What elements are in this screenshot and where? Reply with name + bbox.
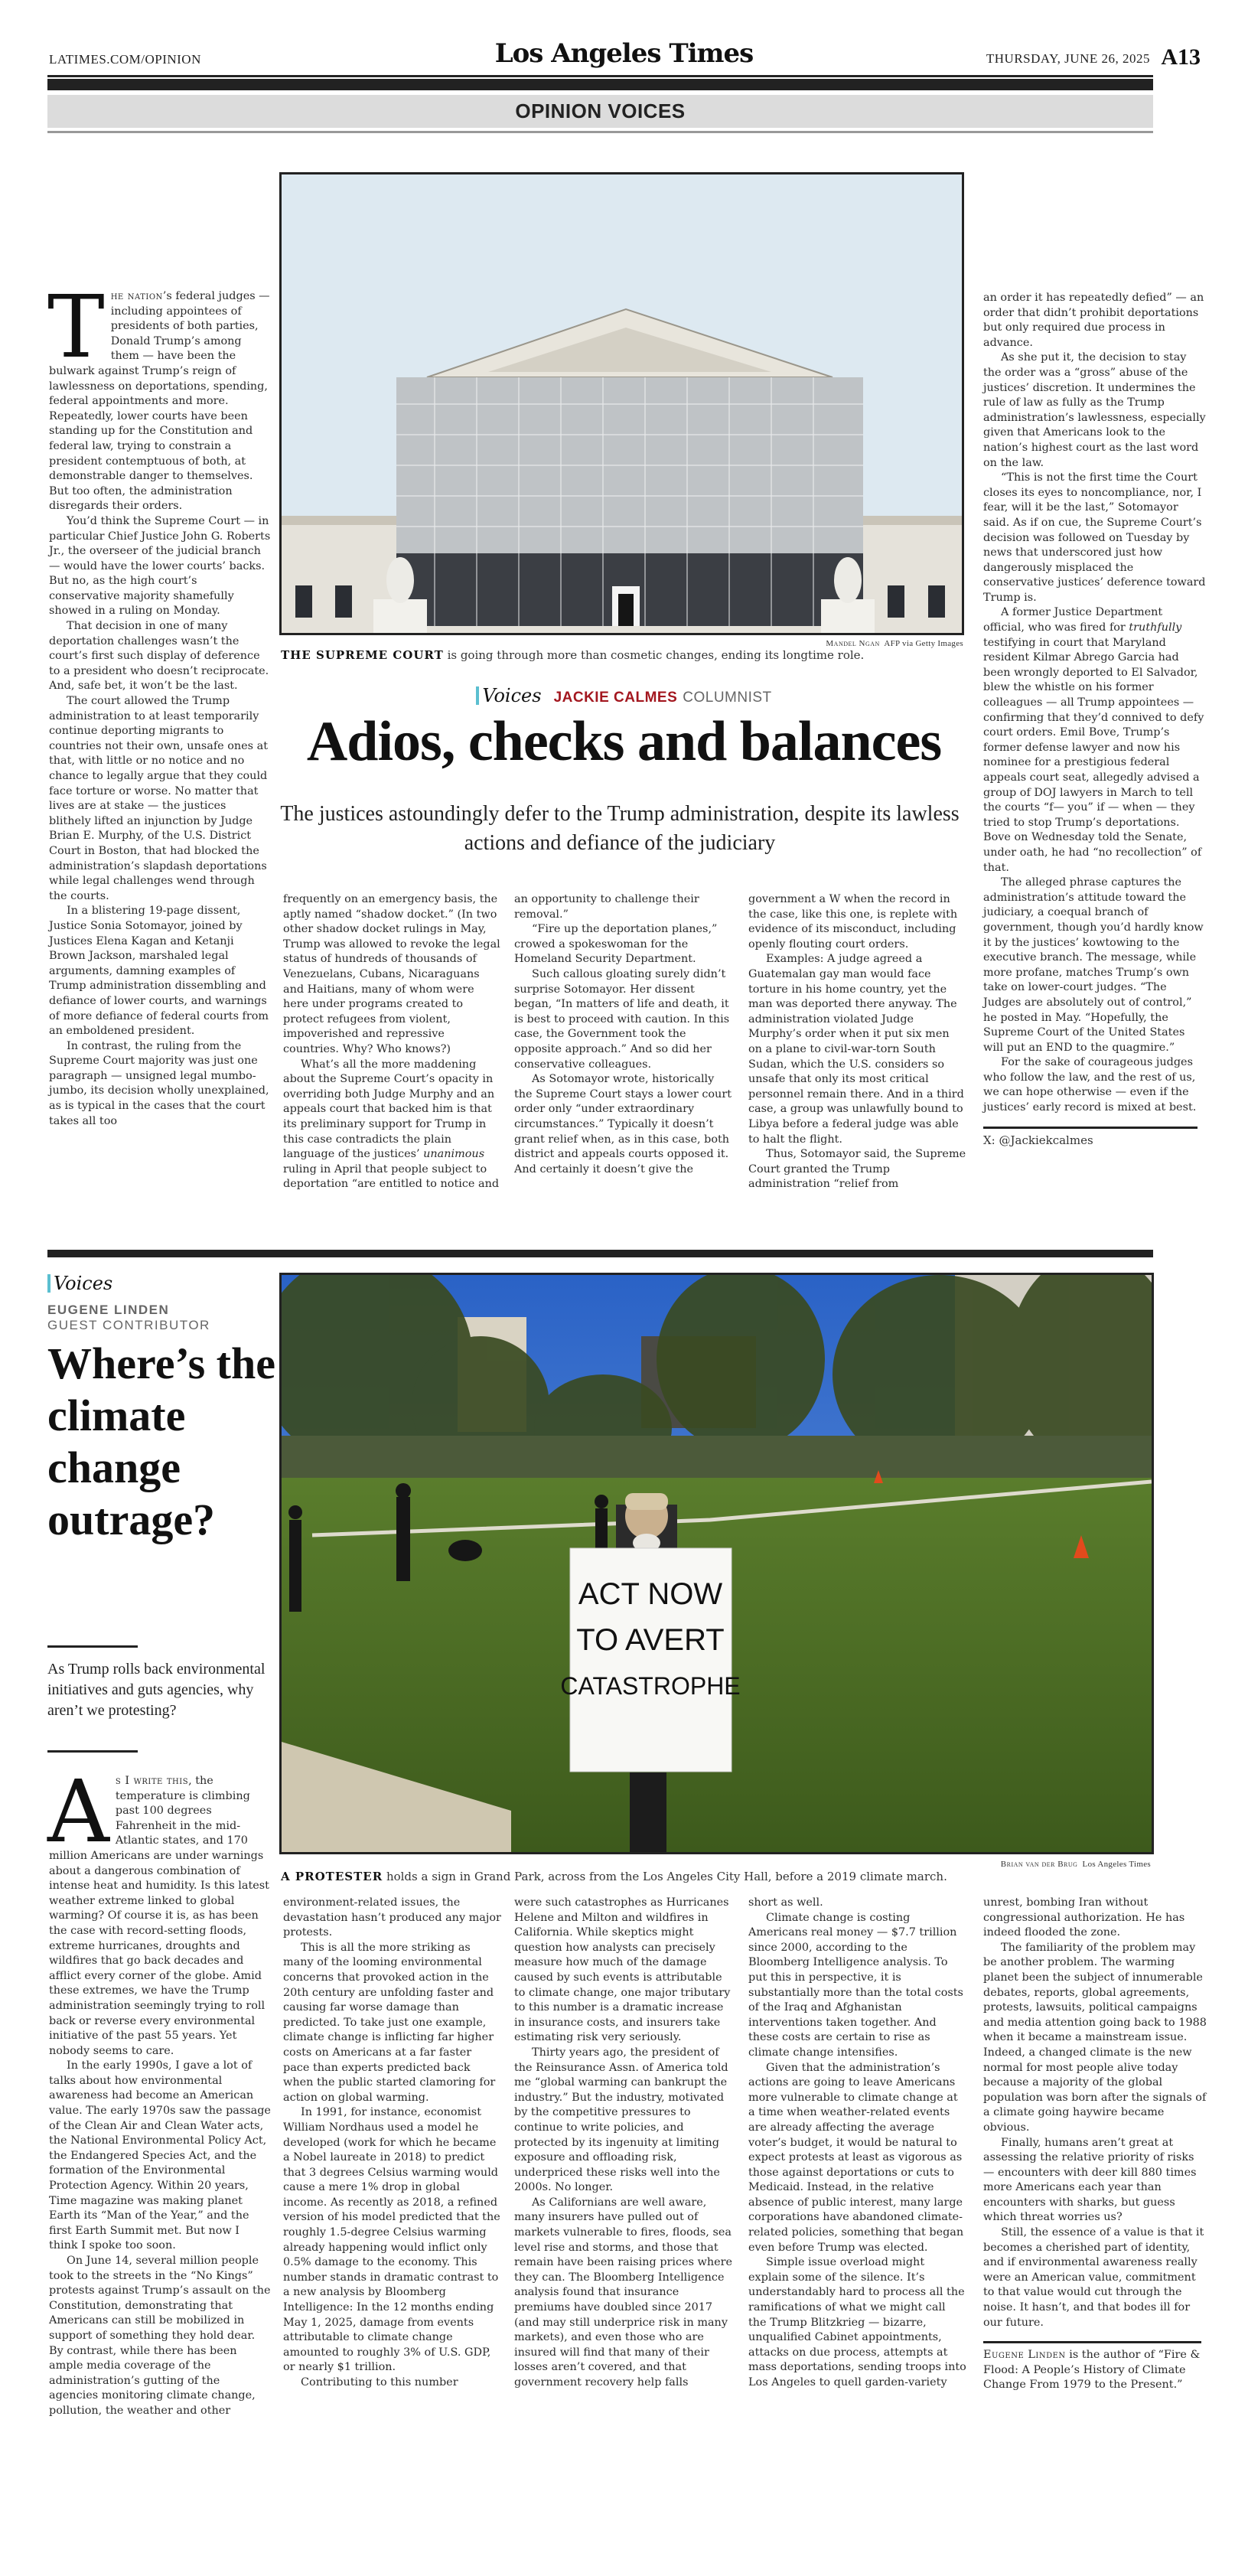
article1-column-2 (283, 892, 501, 1192)
article2-dropcap: A (47, 1762, 109, 1862)
voices-accent-bar (476, 686, 479, 705)
paragraph: In a blistering 19-page dissent, Justice Sonia Sotomayor, joined by Justices Elena Kagan and Ketanji Brown Jackson, marshaled legal arguments, damning examples of Trump administration dissembling and defiance of lower courts, and warnings of more defiance of federal courts from an emboldened president. (49, 905, 269, 1038)
article1-dropcap: T (47, 278, 105, 377)
photo2-caption: A PROTESTER holds a sign in Grand Park, across from the Los Angeles City Hall, before a 2019 climate march. (281, 1870, 947, 1883)
paragraph: Thirty years ago, the president of the Reinsurance Assn. of America told me “global warming can bankrupt the industry.” But the industry, motivated by the competitive pressures to continue to write policies, and protected by its ingenuity at limiting exposure and offloading risk, underpriced these risks well into the 2000s. No longer. (514, 2046, 728, 2194)
author-name[interactable]: EUGENE LINDEN (47, 1303, 170, 1317)
article1-column-4 (748, 892, 966, 1192)
sign-line-1: ACT NOW (578, 1577, 723, 1611)
paragraph: Climate change is costing Americans real money — $7.7 trillion since 2000, according to the Bloomberg Intelligence analysis. To put this in perspective, it is substantially more than the total costs of the Iraq and Afghanistan interventions taken together. And these costs are certain to rise as climate change intensifies. (748, 1911, 963, 2059)
photo2-credit: Brian van der Brug Los Angeles Times (1000, 1860, 1151, 1869)
author-name[interactable]: JACKIE CALMES (553, 690, 678, 706)
paragraph: “This is not the first time the Court closes its eyes to noncompliance, nor, I fear, will it be the last,” Sotomayor said. As if on cue, the Supreme Court’s decision was followed on Tuesday by news that underscored just how dangerously misplaced the conservative justices’ deference toward Trump is. (983, 471, 1206, 604)
paragraph: Given that the administration’s actions are going to leave Americans more vulnerable to climate change at a time when weather-related events are already affecting the average voter’s budget, it would be natural to expect protests at least as vigorous as those against deportations or cuts to Medicaid. Instead, in the relative absence of public interest, many large corporations have abandoned climate-related policies, something that began even before Trump was elected. (748, 2061, 964, 2254)
article2-headline: Where’s the climate change outrage? (47, 1339, 275, 1544)
article-divider (47, 1250, 1153, 1257)
paragraph: As Californians are well aware, many insurers have pulled out of markets vulnerable to fires, floods, sea level rise and storms, and those that remain have been raising prices where they can. The Bloomberg Intelligence analysis found that insurance premiums have doubled since 2017 (and may still underprice risk in many markets), and even those who are insured will find that many of their losses aren’t covered, and that government recovery help falls (514, 2196, 733, 2389)
section-title: OPINION VOICES (47, 95, 1153, 128)
sign-line-3: CATASTROPHE (560, 1672, 741, 1700)
dek-rule-top (47, 1645, 138, 1648)
paragraph: government a W when the record in the case, like this one, is replete with evidence of its misconduct, including openly flouting court orders. (748, 893, 958, 951)
supreme-court-illustration (282, 174, 962, 633)
page-number: A13 (1161, 44, 1201, 70)
site-url[interactable]: LATIMES.COM/OPINION (49, 52, 201, 67)
paragraph: Thus, Sotomayor said, the Supreme Court granted the Trump administration “relief from (748, 1148, 966, 1191)
paragraph: Still, the essence of a value is that it becomes a cherished part of identity, and if environmental awareness really were an American value, commitment to that value would cut through the noise. It hasn’t, and that bodes ill for our future. (983, 2226, 1204, 2329)
article2-column-3 (514, 1896, 736, 2391)
article1-dek: The justices astoundingly defer to the Trump administration, despite its lawless actions and defiance of the judiciary (280, 802, 960, 855)
author-social-handle[interactable]: X: @Jackiekcalmes (983, 1133, 1093, 1147)
paragraph: Examples: A judge agreed a Guatemalan gay man would face torture in his home country, yet the man was deported there anyway. The administration violated Judge Murphy’s order when it put six men on a plane to civil-war-torn South Sudan, which the U.S. considers so unsafe that only its most critical personnel remain there. And in a third case, a group was unlawfully bound to Libya before a federal judge was able to halt the flight. (748, 953, 964, 1146)
paragraph: “Fire up the deportation planes,” crowed a spokeswoman for the Homeland Security Department. (514, 923, 718, 966)
paragraph: For the sake of courageous judges who follow the law, and the rest of us, we can hope otherwise — even if the justices’ early record is mixed at best. (983, 1056, 1197, 1114)
signoff-rule (983, 1127, 1197, 1129)
newspaper-logo: Los Angeles Times (494, 38, 754, 69)
paragraph: In the early 1990s, I gave a lot of talks about how environmental awareness had become an American value. The early 1970s saw the passage of the Clean Air and Clean Water acts, the National Environmental Policy Act, the Endangered Species Act, and the formation of the Environmental Protection Agency. Within 20 years, Time magazine was making planet Earth its “Man of the Year,” and the first Earth Summit met. But now I think I spoke too soon. (49, 2059, 271, 2252)
protester-photo[interactable] (279, 1273, 1154, 1854)
article1-column-5 (983, 291, 1207, 1148)
article2-dek: As Trump rolls back environmental initiatives and guts agencies, why aren’t we protesting? (47, 1661, 266, 1719)
paragraph: an opportunity to challenge their removal.” (514, 893, 699, 921)
paragraph: short as well. (748, 1896, 823, 1909)
paragraph: As she put it, the decision to stay the order was a “gross” abuse of the justices’ discretion. It undermines the rule of law as fully as the Trump administration’s lawlessness, especially given that Americans look to the nation’s highest court as the last word on the law. (983, 351, 1206, 469)
article2-lead-paragraph: As I write this, the temperature is climbing past 100 degrees Fahrenheit in the mid-Atlantic states, and 170 million Americans are under warnings about a dangerous combination of intense heat and humidity. Is this latest weather extreme linked to global warming? Of course it is, as has been the case with record-setting floods, extreme hurricanes, droughts and wildfires that go back decades and afflict every corner of the globe. Amid these extremes, we have the Trump administration seemingly trying to roll back or reverse every environmental initiative of the past 55 years. Yet nobody seems to care. (47, 1762, 269, 2057)
paragraph: The alleged phrase captures the administration’s attitude toward the judiciary, a coequal branch of government, though you’d hardly know it by the justices’ kowtowing to the executive branch. The message, while more profane, matches Trump’s own take on lower-court judges. “The Judges are absolutely out of control,” he posted in May. “Hopefully, the Supreme Court of the United States will put an END to the quagmire.” (983, 876, 1204, 1054)
paragraph: A former Justice Department official, who was fired for truthfully testifying in court that Maryland resident Kilmar Abrego Garcia had been wrongly deported to El Salvador, blew the whistle on his former colleagues — all Trump appointees — confirming that they’d connived to defy court orders. Emil Bove, Trump’s former defense lawyer and now his nominee for a prestigious federal appeals court seat, allegedly advised a group of DOJ lawyers in March to tell the courts “f— you” if — when — they tried to stop Trump’s deportations. Bove on Wednesday told the Senate, under oath, he had “no recollection” of that. (983, 606, 1204, 874)
author-bio: Eugene Linden is the author of “Fire & Flood: A People’s History of Climate Change From 1979 to the Present.” (983, 2349, 1201, 2392)
paragraph: unrest, bombing Iran without congressional authorization. He has indeed flooded the zone. (983, 1896, 1185, 1939)
section-underline (47, 131, 1153, 133)
article2-column-5 (983, 1896, 1207, 2393)
author-role: GUEST CONTRIBUTOR (47, 1318, 210, 1332)
article2-column-4 (748, 1896, 966, 2391)
paragraph: Such callous gloating surely didn’t surprise Sotomayor. Her dissent began, “In matters of life and death, it is best to proceed with caution. In this case, the Government took the opposite approach.” And so did her conservative colleagues. (514, 967, 730, 1071)
paragraph: Simple issue overload might explain some of the silence. It’s understandably hard to process all the ramifications of what we might call the Trump Blitzkrieg — bizarre, unqualified Cabinet appointments, attacks on due process, attempts at mass deportations, sending troops into Los Angeles to quell garden-variety (748, 2256, 966, 2389)
article1-headline: Adios, checks and balances (306, 710, 942, 773)
paragraph: What’s all the more maddening about the Supreme Court’s opacity in overriding both Judge Murphy and an appeals court that backed him is that its preliminary support for Trump in this case contradicts the plain language of the justices’ unanimous ruling in April that people subject to deportation “are entitled to notice and (283, 1058, 500, 1191)
protester-illustration (282, 1275, 1152, 1852)
paragraph: That decision in one of many deportation challenges wasn’t the court’s first such display of deference to a president who doesn’t reciprocate. And, safe bet, it won’t be the last. (49, 620, 269, 693)
dek-rule-bottom (47, 1750, 138, 1753)
paragraph: This is all the more striking as many of the looming environmental concerns that provoked action in the 20th century are unfolding faster and causing far worse damage than predicted. To take just one example, climate change is inflicting far higher costs on Americans at a far faster pace than experts predicted back when the public started clamoring for action on global warming. (283, 1941, 496, 2104)
issue-date: THURSDAY, JUNE 26, 2025 (986, 51, 1150, 66)
paragraph: You’d think the Supreme Court — in particular Chief Justice John G. Roberts Jr., the overseer of the judicial branch — would have the lower courts’ backs. But no, as the high court’s conservative majority shamefully showed in a ruling on Monday. (49, 514, 271, 618)
paragraph: In contrast, the ruling from the Supreme Court majority was just one paragraph — unsigned legal mumbo-jumbo, its decision wholly unexplained, as is typical in the cases that the court takes all too (49, 1039, 269, 1127)
article2-column-1 (47, 1762, 271, 2419)
article1-lead-paragraph: The nation’s federal judges — including appointees of presidents of both parties, Donald Trump’s among them — have been the bulwark against Trump’s reign of lawlessness on deportations, spending, federal appointments and more. Repeatedly, lower courts have been standing up for the Constitution and federal law, trying to constrain a president contemptuous of both, at demonstrable danger to themselves. But too often, the administration disregards their orders. (47, 278, 270, 513)
article2-kicker (47, 1273, 125, 1294)
author-role: COLUMNIST (683, 690, 772, 706)
paragraph: Finally, humans aren’t great at assessing the relative priority of risks — encounters with deer kill 880 times more Americans each year than encounters with sharks, but guess which threat worries us? (983, 2136, 1197, 2224)
voices-accent-bar (47, 1274, 51, 1293)
photo1-caption: THE SUPREME COURT is going through more than cosmetic changes, ending its longtime role. (281, 648, 865, 662)
article2-column-2 (283, 1896, 501, 2391)
photo1-credit: Mandel Ngan AFP via Getty Images (826, 639, 963, 648)
paragraph: On June 14, several million people took to the streets in the “No Kings” protests against Trump’s assault on the Constitution, demonstrating that Americans can still be mobilized in support of something they hold dear. By contrast, while there has been ample media coverage of the administration’s gutting of the agencies monitoring climate change, pollution, the weather and other (49, 2255, 271, 2417)
supreme-court-photo[interactable] (279, 172, 964, 635)
paragraph: an order it has repeatedly defied” — an order that didn’t prohibit deportations but only required due process in advance. (983, 292, 1204, 349)
paragraph: The familiarity of the problem may be another problem. The warming planet been the subject of innumerable debates, reports, global agreements, protests, lawsuits, political campaigns and media attention going back to 1988 when it became a mainstream issue. Indeed, a changed climate is the new normal for most people alive today because a majority of the global population was born after the signals of a climate going haywire became obvious. (983, 1941, 1207, 2134)
sign-line-2: TO AVERT (576, 1623, 725, 1657)
paragraph: The court allowed the Trump administration to at least temporarily continue deporting migrants to countries not their own, unsafe ones at that, with little or no notice and no chance to legally argue that they could face torture or worse. No matter that lives are at stake — the justices blithely lifted an injunction by Judge Brian E. Murphy, of the U.S. District Court in Boston, that had blocked the administration’s slapdash deportations while legal challenges wend through the courts. (49, 695, 268, 902)
article1-column-3 (514, 892, 732, 1177)
voices-label: Voices (54, 1273, 113, 1294)
voices-label: Voices (482, 685, 542, 706)
paragraph: were such catastrophes as Hurricanes Helene and Milton and wildfires in California. While skeptics might question how analysts can precisely measure how much of the damage caused by such events is attributable to climate change, one major tributary to this number is a dramatic increase in insurance costs, and insurers take estimating risk very seriously. (514, 1896, 731, 2044)
bio-rule (983, 2341, 1201, 2343)
masthead-bar (47, 79, 1153, 90)
paragraph: frequently on an emergency basis, the aptly named “shadow docket.” (In two other shadow docket rulings in May, Trump was allowed to revoke the legal status of hundreds of thousands of Venezuelans, Cubans, Nicaraguans and Haitians, many of whom were here under programs created to protect refugees from violent, impoverished and repressive countries. Why? Who knows?) (283, 893, 500, 1055)
paragraph: Contributing to this number (301, 2376, 458, 2389)
paragraph: environment-related issues, the devastation hasn’t produced any major protests. (283, 1896, 501, 1939)
paragraph: In 1991, for instance, economist William Nordhaus used a model he developed (work for which he became a Nobel laureate in 2018) to predict that 3 degrees Celsius warming would cause a mere 1% drop in global income. As recently as 2018, a refined version of his model predicted that the roughly 1.5-degree Celsius warming already happening would inflict only 0.5% damage to the economy. This number stands in dramatic contrast to a new analysis by Bloomberg Intelligence: In the 12 months ending May 1, 2025, damage from events attributable to climate change amounted to roughly 3% of U.S. GDP, or nearly $1 trillion. (283, 2106, 500, 2374)
masthead-rule (47, 75, 1153, 77)
paragraph: As Sotomayor wrote, historically the Supreme Court stays a lower court order only “under extraordinary circumstances.” Typically it doesn’t grant relief when, as in this case, both district and appeals courts opposed it. And certainly it doesn’t give the (514, 1073, 732, 1176)
